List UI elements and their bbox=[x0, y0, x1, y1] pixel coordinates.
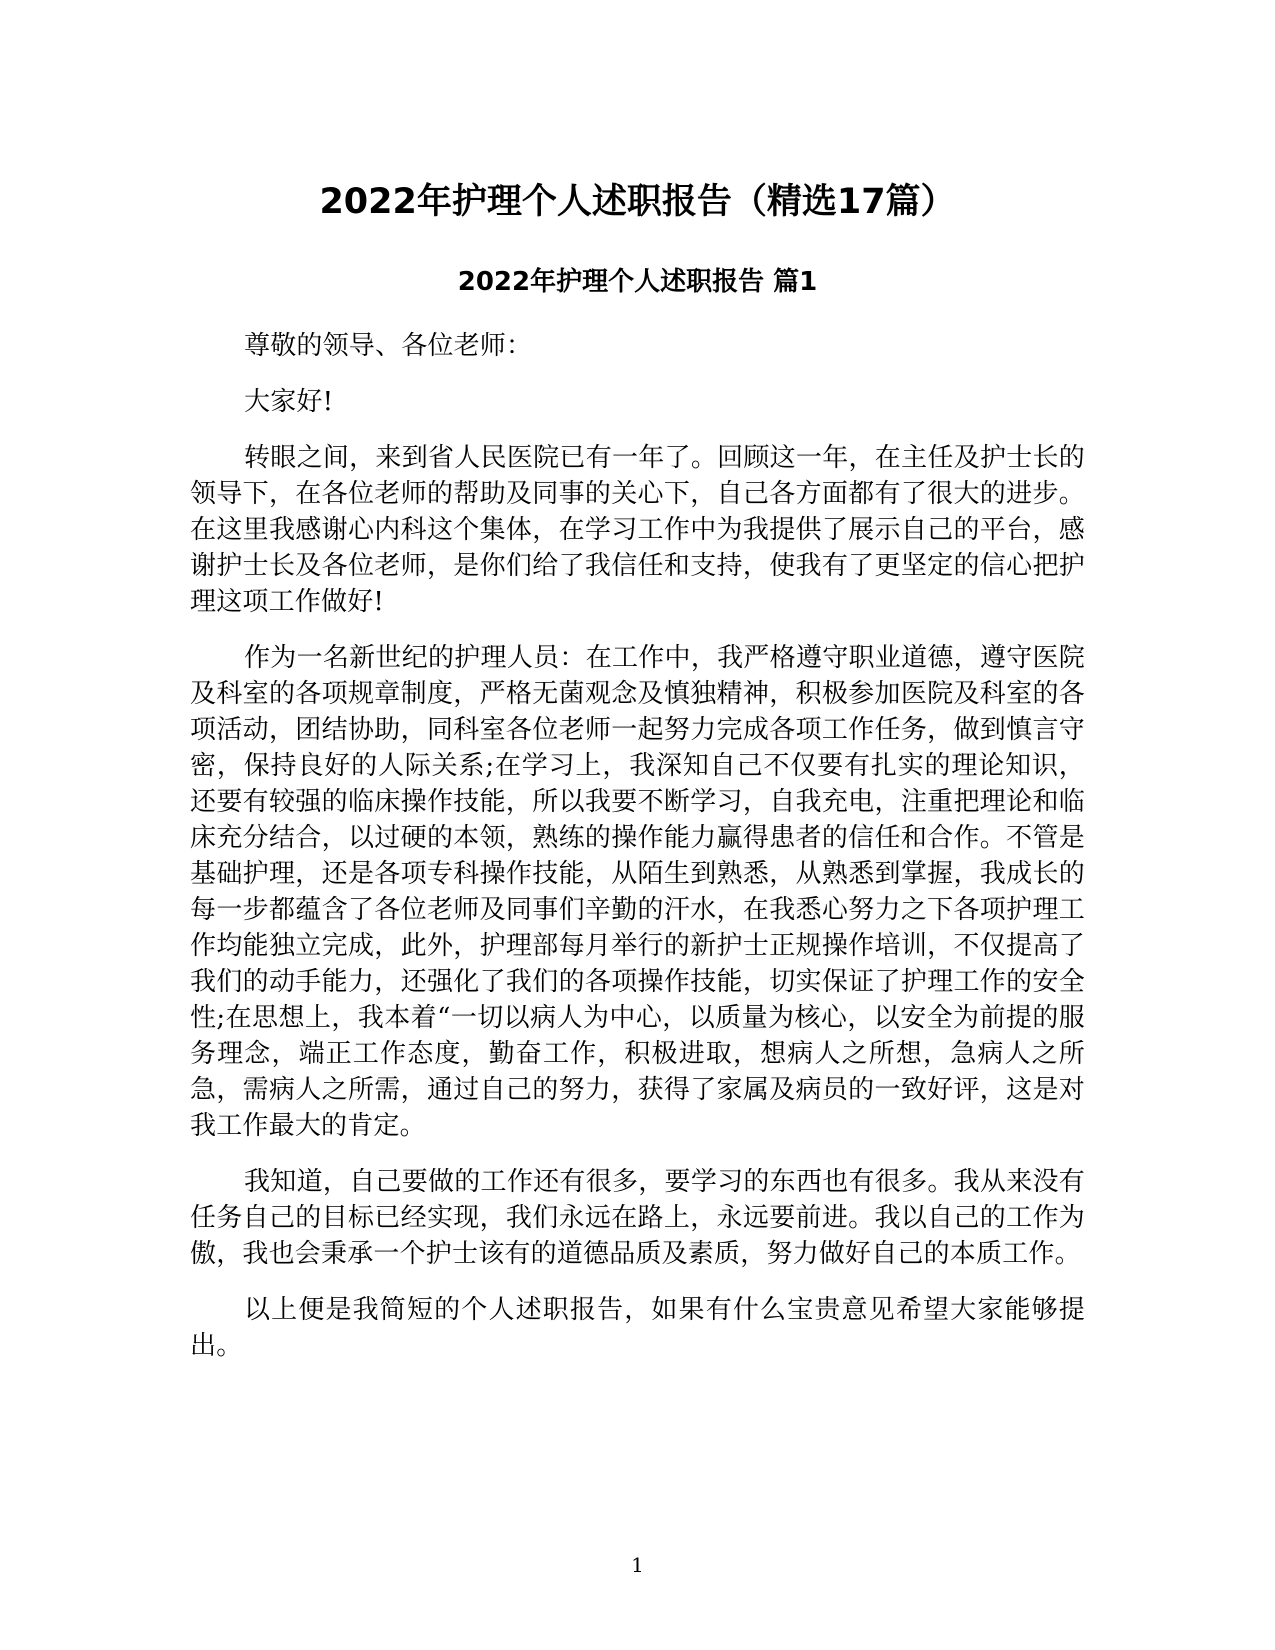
paragraph-outlook: 我知道，自己要做的工作还有很多，要学习的东西也有很多。我从来没有任务自己的目标已经实现，我们永远在路上，永远要前进。我以自己的工作为傲，我也会秉承一个护士该有的道德品质及素质，努力做好自己的本质工作。 bbox=[190, 1167, 1085, 1269]
paragraph-salutation: 尊敬的领导、各位老师： bbox=[244, 331, 533, 361]
section-title: 2022年护理个人述职报告 篇1 bbox=[457, 267, 818, 297]
page-number: 1 bbox=[631, 1553, 644, 1577]
paragraph-work-details: 作为一名新世纪的护理人员：在工作中，我严格遵守职业道德，遵守医院及科室的各项规章制度，严格无菌观念及慎独精神，积极参加医院及科室的各项活动，团结协助，同科室各位老师一起努力完成各项工作任务，做到慎言守密，保持良好的人际关系;在学习上，我深知自己不仅要有扎实的理论知识，还要有较强的临床操作技能，所以我要不断学习，自我充电，注重把理论和临床充分结合，以过硬的本领，熟练的操作能力赢得患者的信任和合作。不管是基础护理，还是各项专科操作技能，从陌生到熟悉，从熟悉到掌握，我成长的每一步都蕴含了各位老师及同事们辛勤的汗水，在我悉心努力之下各项护理工作均能独立完成，此外，护理部每月举行的新护士正规操作培训，不仅提高了我们的动手能力，还强化了我们的各项操作技能，切实保证了护理工作的安全性;在思想上，我本着“一切以病人为中心，以质量为核心，以安全为前提的服务理念，端正工作态度，勤奋工作，积极进取，想病人之所想，急病人之所急，需病人之所需，通过自己的努力，获得了家属及病员的一致好评，这是对我工作最大的肯定。 bbox=[190, 643, 1085, 1141]
paragraph-greeting: 大家好! bbox=[244, 387, 334, 417]
document-title: 2022年护理个人述职报告（精选17篇） bbox=[319, 182, 956, 222]
paragraph-review: 转眼之间，来到省人民医院已有一年了。回顾这一年，在主任及护士长的领导下，在各位老师的帮助及同事的关心下，自己各方面都有了很大的进步。在这里我感谢心内科这个集体，在学习工作中为我提供了展示自己的平台，感谢护士长及各位老师，是你们给了我信任和支持，使我有了更坚定的信心把护理这项工作做好! bbox=[190, 443, 1085, 617]
paragraph-closing: 以上便是我简短的个人述职报告，如果有什么宝贵意见希望大家能够提出。 bbox=[190, 1295, 1085, 1361]
document-body bbox=[190, 328, 1085, 1384]
